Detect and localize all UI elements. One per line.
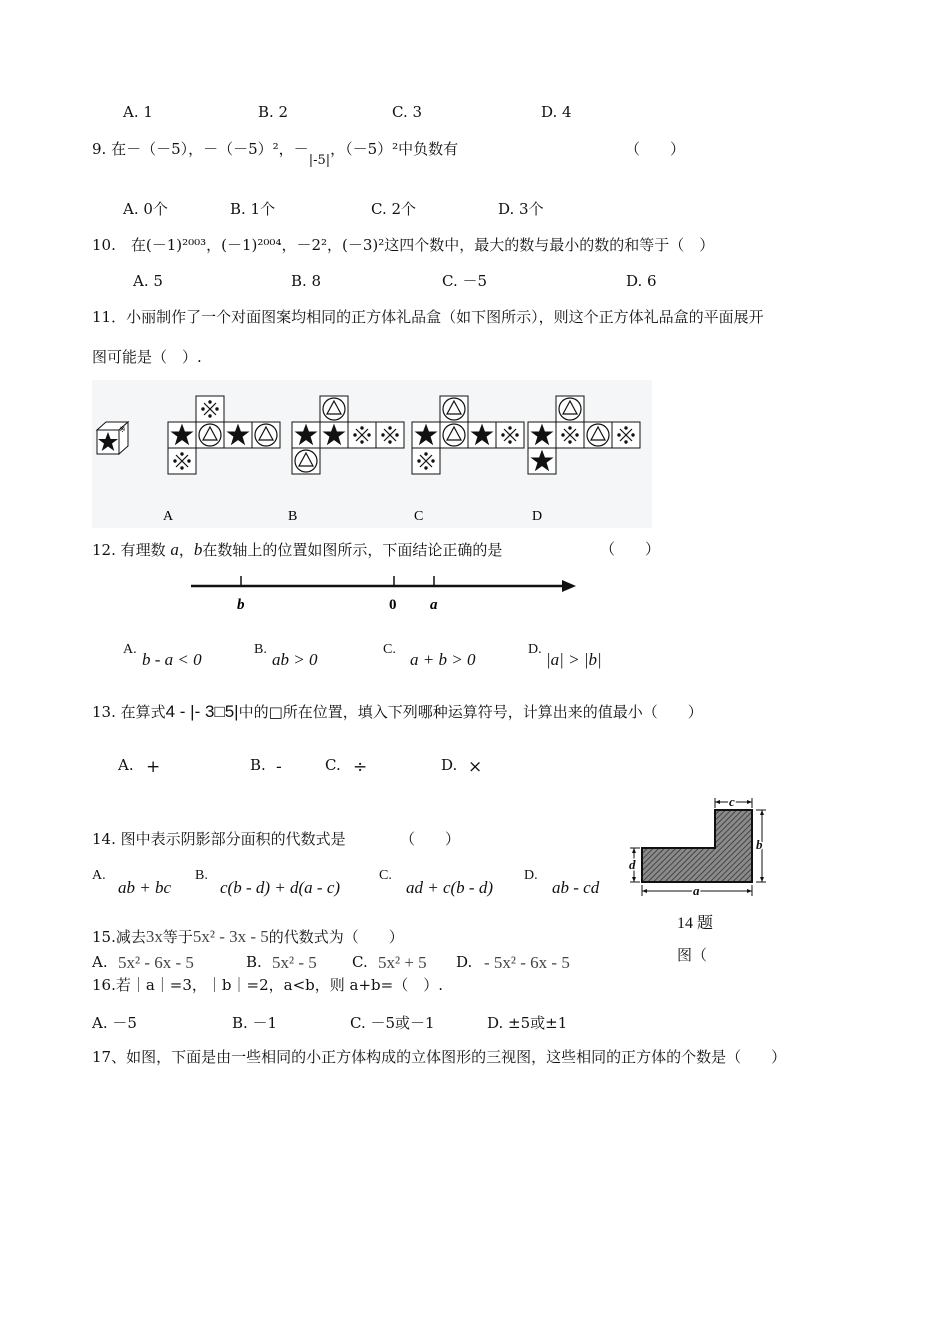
q12-opt-c: a + b > 0 xyxy=(410,650,476,669)
q15-text2: 等于 xyxy=(162,928,193,946)
q13-text2: 中的□所在位置，填入下列哪种运算符号，计算出来的值最小（ ） xyxy=(238,703,703,721)
q15-opt-d-letter: D. xyxy=(456,953,473,971)
q15-expr: 5x² - 3x - 5 xyxy=(192,927,269,946)
q13-opt-c: ÷ xyxy=(353,757,368,777)
q11-figure xyxy=(92,380,652,528)
q11-stem-line1: 11．小丽制作了一个对面图案均相同的正方体礼品盒（如下图所示），则这个正方体礼品盒的平面展开 xyxy=(92,308,764,326)
q14-opt-c-letter: C. xyxy=(379,868,392,883)
q15-sub: 3x xyxy=(145,927,163,946)
q12-text2: 在数轴上的位置如图所示，下面结论正确的是 xyxy=(202,541,503,559)
q15-stem xyxy=(92,927,404,947)
q12-axis-a: a xyxy=(430,597,438,613)
q16-option-c: C. －5或－1 xyxy=(350,1014,435,1032)
q15-text3: 的代数式为（ ） xyxy=(268,928,404,946)
q11-label-a: A xyxy=(163,509,174,524)
q8-option-d: D. 4 xyxy=(541,103,572,121)
q12-number-line xyxy=(188,572,580,616)
q8-option-a: A. 1 xyxy=(123,103,153,121)
q15-opt-b-letter: B. xyxy=(246,953,262,971)
q9-option-b: B. 1个 xyxy=(230,200,276,218)
q14-opt-d-letter: D. xyxy=(524,868,538,883)
q10-option-b: B. 8 xyxy=(291,272,322,290)
q11-label-d: D xyxy=(532,509,543,524)
q12-var-a: a xyxy=(170,540,179,559)
q9-stem xyxy=(92,140,459,168)
q11-label-b: B xyxy=(288,509,298,524)
q14-opt-b: c(b - d) + d(a - c) xyxy=(220,878,341,897)
q12-var-b: b xyxy=(193,540,203,559)
q10-option-c: C. －5 xyxy=(442,272,488,290)
q13-opt-b-letter: B. xyxy=(250,756,266,774)
q16-stem: 16.若｜a｜=3，｜b｜=2，a<b，则 a+b=（ ）. xyxy=(92,976,443,994)
q11-label-c: C xyxy=(414,509,424,524)
q14-figure xyxy=(624,792,774,902)
q8-option-c: C. 3 xyxy=(392,103,423,121)
q14-label-b: b xyxy=(756,837,763,852)
q15-text: 15.减去 xyxy=(92,928,146,946)
q8-option-b: B. 2 xyxy=(258,103,289,121)
q12-opt-a: b - a < 0 xyxy=(142,650,202,669)
q15-opt-b: 5x² - 5 xyxy=(272,953,317,972)
q12-text: 12. 有理数 xyxy=(92,541,166,559)
q11-stem-line2: 图可能是（ ）. xyxy=(92,348,202,366)
q12-opt-b-letter: B. xyxy=(254,642,267,657)
q9-text: 9. 在－（－5），－（－5）²，－ xyxy=(92,140,309,158)
q12-opt-c-letter: C. xyxy=(383,642,396,657)
q16-option-b: B. －1 xyxy=(232,1014,278,1032)
q9-option-a: A. 0个 xyxy=(123,200,168,218)
q12-opt-d-letter: D. xyxy=(528,642,542,657)
q13-expr: 4 - |- 3□5| xyxy=(165,702,239,721)
q9-option-d: D. 3个 xyxy=(498,200,544,218)
q14-opt-c: ad + c(b - d) xyxy=(406,878,494,897)
q12-answer-paren: （ ） xyxy=(600,540,661,558)
q13-opt-a-letter: A. xyxy=(118,756,134,774)
q14-caption-1: 14 题 xyxy=(677,915,714,932)
q13-stem xyxy=(92,702,703,722)
svg-text:※: ※ xyxy=(119,425,126,434)
q9-text2: ，（－5）²中负数有 xyxy=(330,140,459,158)
q14-answer-paren: （ ） xyxy=(400,830,461,848)
q15-opt-d: - 5x² - 6x - 5 xyxy=(484,953,570,972)
q13-text: 13. 在算式 xyxy=(92,703,166,721)
q14-caption-2: 图（ xyxy=(677,946,708,964)
q14-opt-a-letter: A. xyxy=(92,868,106,883)
q12-opt-a-letter: A. xyxy=(123,642,137,657)
q11-cube xyxy=(97,422,128,454)
q16-option-a: A. －5 xyxy=(92,1014,137,1032)
q14-stem: 14. 图中表示阴影部分面积的代数式是 xyxy=(92,830,346,848)
q10-stem: 10. 在(－1)²⁰⁰³，(－1)²⁰⁰⁴，－2²，(－3)²这四个数中，最大的数与最小的数的和等于（ ） xyxy=(92,236,715,254)
q10-option-d: D. 6 xyxy=(626,272,657,290)
q15-opt-c: 5x² + 5 xyxy=(378,953,427,972)
q12-axis-zero: 0 xyxy=(389,597,397,613)
q13-opt-c-letter: C. xyxy=(325,756,341,774)
q12-stem xyxy=(92,540,502,560)
q17-stem: 17、如图，下面是由一些相同的小正方体构成的立体图形的三视图，这些相同的正方体的个数是（ ） xyxy=(92,1048,787,1066)
q10-option-a: A. 5 xyxy=(133,272,163,290)
q14-opt-d: ab - cd xyxy=(552,878,600,897)
q9-answer-paren: （ ） xyxy=(625,140,686,158)
q9-option-c: C. 2个 xyxy=(371,200,417,218)
q13-opt-d-letter: D. xyxy=(441,756,458,774)
q12-opt-b: ab > 0 xyxy=(272,650,318,669)
q15-opt-a: 5x² - 6x - 5 xyxy=(118,953,194,972)
q14-label-d: d xyxy=(629,857,636,872)
q15-opt-c-letter: C. xyxy=(352,953,368,971)
q15-opt-a-letter: A. xyxy=(92,953,108,971)
q12-axis-b: b xyxy=(237,597,245,613)
q14-opt-a: ab + bc xyxy=(118,878,172,897)
q9-abs: |-5| xyxy=(308,153,331,168)
q16-option-d: D. ±5或±1 xyxy=(487,1014,568,1032)
q13-opt-b: - xyxy=(276,757,282,777)
q12-sep: ， xyxy=(178,541,194,559)
q13-opt-d: × xyxy=(468,757,483,777)
q12-opt-d: |a| > |b| xyxy=(546,650,602,669)
q14-label-a: a xyxy=(693,883,700,898)
q14-label-c: c xyxy=(729,794,735,809)
q14-opt-b-letter: B. xyxy=(195,868,208,883)
q13-opt-a: + xyxy=(146,757,161,777)
